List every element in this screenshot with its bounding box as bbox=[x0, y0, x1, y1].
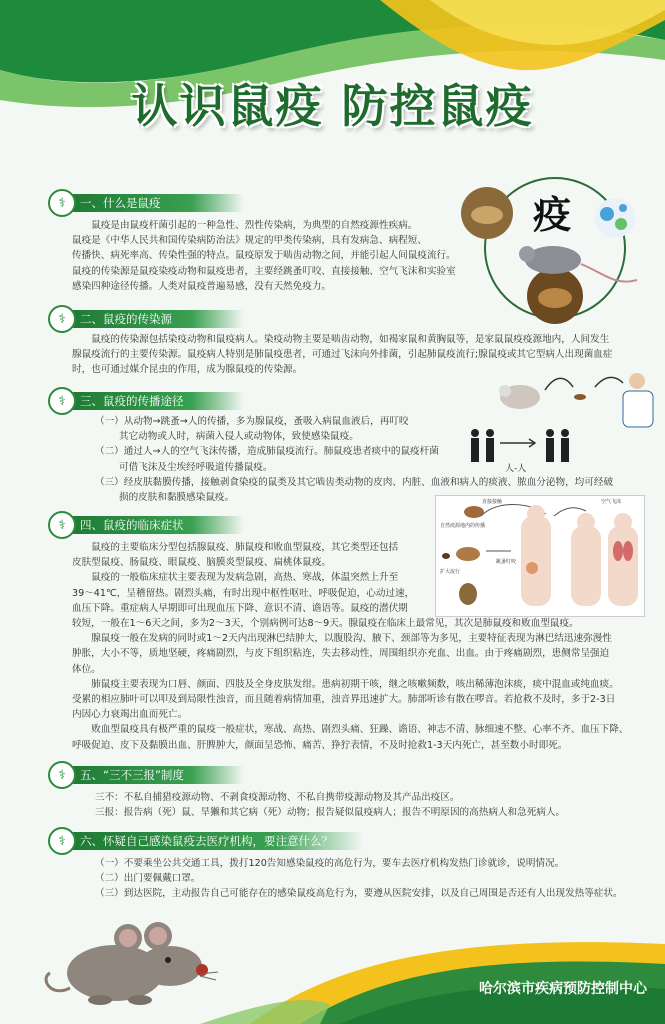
section-body-4: 鼠疫的主要临床分型包括腺鼠疫、肺鼠疫和败血型鼠疫，其它类型还包括 皮肤型鼠疫、肠鼠疫、眼鼠疫、脑膜炎型鼠疫、扁桃体鼠疫。 鼠疫的一般临床症状主要表现为发病急剧，高热、寒战，体温突然上升至 39～41℃，呈稽留热。剧烈头痛，有时出现中枢性呕吐、呼吸促迫，心动过速， 血压下降。重症病人早期即可出现血压下降、意识不清、谵语等。鼠疫的潜伏期 较短，一般在1～6天之间，多为2～3天，个别病例可达8～9天。腺鼠疫在临床上最常见，其次是肺鼠疫和败血型鼠疫。 腺鼠疫一般在发病的同时或1～2天内出现淋巴结肿大，以腹股沟、腋下、颈部等为多见，主要特征表现为淋巴结迅速弥漫性 肿胀，大小不等，质地坚硬，疼痛剧烈，与皮下组织粘连，失去移动性，周围组织亦充血、出血。由于疼痛剧烈，患侧常呈强迫 体位。 肺鼠疫主要表现为口唇、颜面、四肢及全身皮肤发绀。患病初期干咳，继之咳嗽频数，咳出稀薄泡沫痰，痰中混血或纯血痰。 受累的相应肺叶可以叩及到局限性浊音，而且随着病情加重，浊音界迅速扩大。肺部听诊有散在啰音。若抢救不及时，多于2-3日 内因心力衰竭出血而死亡。 败血型鼠疫具有极严重的鼠疫一般症状，寒战、高热、剧烈头痛、狂躁、谵语、神志不清、脉细速不整、心率不齐、血压下降、 呼吸促迫、皮下及黏膜出血、肝脾肿大，颜面呈恐怖、痛苦、狰狞表情，不及时抢救1-3天内死亡，甚至数小时即死。 bbox=[72, 542, 629, 751]
section-body-5: 三不：不私自捕猎疫源动物、不剥食疫源动物、不私自携带疫源动物及其产品出疫区。 三报：报告病（死）鼠、旱獭和其它病（死）动物；报告疑似鼠疫病人；报告不明原因的高热病人和急死病人。 bbox=[95, 792, 566, 819]
person-to-person-label: 人-人 bbox=[505, 464, 527, 474]
section-body-3: （一）从动物→跳蚤→人的传播，多为腺鼠疫，蚤吸入病鼠血液后，再叮咬 其它动物或人时，病菌入侵人或动物体，致使感染鼠疫。 （二）通过人→人的空气飞沫传播，造成肺鼠疫流行。肺鼠疫患者痰中的鼠疫杆菌 可借飞沫及尘埃经呼吸道传播鼠疫。 （三）经皮肤黏膜传播，接触剥食染疫的鼠类及其它啮齿类动物的皮肉、内脏、血液和病人的痰液、脓血分泌物，均可经破 损的皮肤和黏膜感染鼠疫。 bbox=[95, 416, 614, 504]
section-heading-5: ⚕ 五、“三不三报”制度 bbox=[48, 764, 244, 786]
doctor-icon: ⚕ bbox=[48, 387, 76, 415]
doctor-icon: ⚕ bbox=[48, 827, 76, 855]
doctor-icon: ⚕ bbox=[48, 305, 76, 333]
section-heading-6: ⚕ 六、怀疑自己感染鼠疫去医疗机构，要注意什么？ bbox=[48, 830, 364, 852]
transmission-diagram: 直接接触 自然疫源地内的传播 扩大流行 空气飞沫 跳蚤叮咬 bbox=[435, 495, 645, 617]
section-body-1: 鼠疫是由鼠疫杆菌引起的一种急性、烈性传染病，为典型的自然疫源性疾病。 鼠疫是《中华人民共和国传染病防治法》规定的甲类传染病，具有发病急、病程短、 传播快、病死率高、传染性强的特点。鼠疫原发于啮齿动物之间，并能引起人间鼠疫流行。 鼠疫的传染源是鼠疫染疫动物和鼠疫患者，主要经跳蚤叮咬、直接接触、空气飞沫和实验室 感染四种途径传播。人类对鼠疫普遍易感，没有天然免疫力。 bbox=[72, 220, 456, 292]
section-heading-2: ⚕ 二、鼠疫的传染源 bbox=[48, 308, 244, 330]
rat-cartoon bbox=[40, 918, 220, 1013]
doctor-icon: ⚕ bbox=[48, 189, 76, 217]
page-title: 认识鼠疫 防控鼠疫 bbox=[131, 79, 534, 133]
transmission-illustration bbox=[465, 365, 660, 474]
section-body-6: （一）不要乘坐公共交通工具，拨打120告知感染鼠疫的高危行为，要车去医疗机构发热门诊就诊，说明情况。 （二）出门要佩戴口罩。 （三）到达医院，主动报告自己可能存在的感染鼠疫高危行为，要遵从医院安排，以及自己周围是否还有人出现发热等症状。 bbox=[95, 858, 623, 900]
footer-organization: 哈尔滨市疾病预防控制中心 bbox=[479, 981, 647, 997]
section-heading-1: ⚕ 一、什么是鼠疫 bbox=[48, 192, 244, 214]
doctor-icon: ⚕ bbox=[48, 511, 76, 539]
plague-character: 疫 bbox=[533, 193, 572, 237]
doctor-icon: ⚕ bbox=[48, 761, 76, 789]
plague-illustration bbox=[455, 168, 655, 328]
section-body-2: 鼠疫的传染源包括染疫动物和鼠疫病人。染疫动物主要是啮齿动物，如褐家鼠和黄胸鼠等，是家鼠鼠疫疫源地内，人间发生 腺鼠疫流行的主要传染源。鼠疫病人特别是肺鼠疫患者，可通过飞沫向外排菌，引起肺鼠疫流行;腺鼠疫或其它型病人出现菌血症 时，也可通过媒介昆虫的作用，成为腺鼠疫的传染源。 bbox=[72, 334, 613, 376]
section-heading-4: ⚕ 四、鼠疫的临床症状 bbox=[48, 514, 244, 536]
section-heading-3: ⚕ 三、鼠疫的传播途径 bbox=[48, 390, 244, 412]
